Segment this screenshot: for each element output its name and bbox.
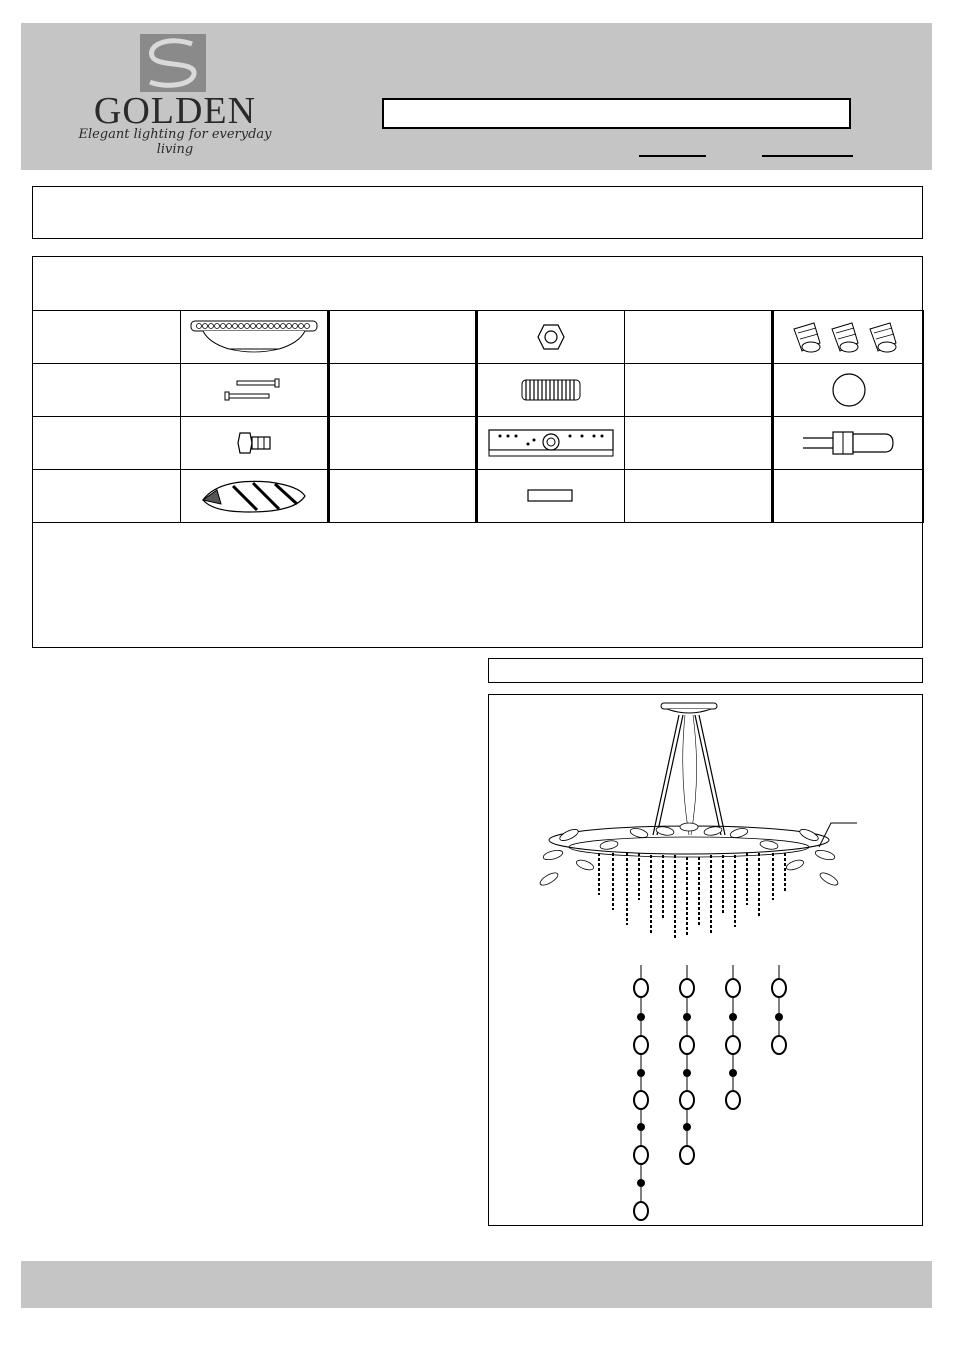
part-image-cell	[181, 364, 329, 417]
part-label-cell	[33, 311, 181, 364]
notice-box	[32, 186, 923, 239]
label-tag-icon	[526, 486, 576, 506]
brand-name: GOLDEN	[93, 90, 257, 132]
part-label-cell	[625, 364, 773, 417]
parts-row	[33, 311, 924, 364]
part-image-cell	[477, 311, 625, 364]
brand-tagline: Elegant lighting for everyday living	[78, 127, 272, 157]
part-label-cell	[33, 364, 181, 417]
crossbar-icon	[486, 426, 616, 460]
leaf-icon	[199, 476, 309, 516]
code-blank-line	[762, 155, 853, 157]
part-label-cell	[329, 470, 477, 523]
footer-band	[21, 1261, 932, 1308]
part-label-cell	[329, 311, 477, 364]
part-image-cell	[773, 311, 924, 364]
part-label-cell	[329, 417, 477, 470]
canopy-icon	[189, 317, 319, 357]
parts-row	[33, 364, 924, 417]
part-label-cell	[329, 364, 477, 417]
model-number-field	[382, 98, 851, 129]
part-image-cell	[773, 364, 924, 417]
parts-row	[33, 470, 924, 523]
part-image-cell	[477, 417, 625, 470]
hex-nut-icon	[536, 322, 566, 352]
part-image-cell	[773, 470, 924, 523]
part-label-cell	[625, 417, 773, 470]
part-label-cell	[33, 417, 181, 470]
golden-s-swirl-icon	[140, 34, 206, 92]
part-label-cell	[625, 311, 773, 364]
screw-icon	[219, 375, 289, 405]
parts-table	[32, 310, 924, 523]
fixture-label-box	[488, 658, 923, 683]
chandelier-diagram	[489, 695, 922, 1225]
ball-icon	[829, 370, 869, 410]
part-image-cell	[477, 364, 625, 417]
part-image-cell	[181, 470, 329, 523]
wire-nut-icon	[784, 317, 914, 357]
part-image-cell	[181, 417, 329, 470]
part-image-cell	[181, 311, 329, 364]
part-image-cell	[477, 470, 625, 523]
part-label-cell	[33, 470, 181, 523]
threaded-nipple-icon	[516, 375, 586, 405]
fixture-illustration-box	[488, 694, 923, 1226]
part-image-cell	[773, 417, 924, 470]
hex-bolt-icon	[234, 428, 274, 458]
g9-bulb-icon	[799, 426, 899, 460]
part-label-cell	[625, 470, 773, 523]
date-blank-line	[639, 155, 706, 157]
parts-row	[33, 417, 924, 470]
